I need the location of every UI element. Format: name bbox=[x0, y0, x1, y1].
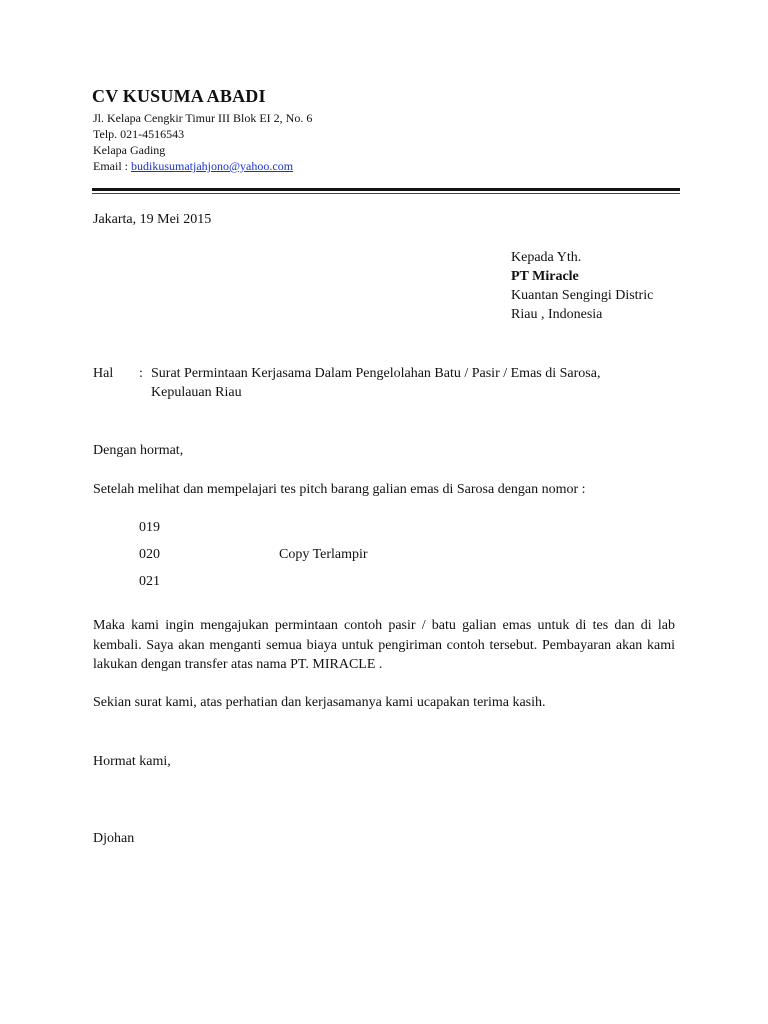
reference-number: 020 bbox=[139, 547, 160, 562]
company-area: Kelapa Gading bbox=[93, 143, 166, 157]
intro-sentence: Setelah melihat dan mempelajari tes pitch barang galian emas di Sarosa dengan nomor : bbox=[93, 482, 586, 497]
recipient-salutation: Kepada Yth. bbox=[511, 250, 582, 265]
company-phone: Telp. 021-4516543 bbox=[93, 127, 185, 141]
company-email-line bbox=[93, 158, 293, 174]
subject-line2: Kepulauan Riau bbox=[151, 385, 242, 400]
subject-label: Hal bbox=[93, 366, 114, 381]
recipient-address-line2: Riau , Indonesia bbox=[511, 307, 603, 322]
recipient-name: PT Miracle bbox=[511, 269, 579, 284]
closing-sentence: Sekian surat kami, atas perhatian dan kerjasamanya kami ucapakan terima kasih. bbox=[93, 695, 546, 710]
letterhead-divider-thick bbox=[92, 188, 680, 191]
recipient-address-line1: Kuantan Sengingi Distric bbox=[511, 288, 654, 303]
reference-number: 021 bbox=[139, 574, 160, 589]
subject-colon: : bbox=[139, 366, 143, 381]
company-name: CV KUSUMA ABADI bbox=[92, 86, 266, 106]
email-link[interactable]: budikusumatjahjono@yahoo.com bbox=[131, 159, 294, 173]
subject-line1: Surat Permintaan Kerjasama Dalam Pengelolahan Batu / Pasir / Emas di Sarosa, bbox=[151, 366, 601, 381]
copy-attached-note: Copy Terlampir bbox=[279, 547, 368, 562]
request-paragraph: Maka kami ingin mengajukan permintaan contoh pasir / batu galian emas untuk di tes dan di lab kembali. Saya akan menganti semua biaya untuk pengiriman contoh tersebut. Pembayaran akan kami lakukan dengan transfer atas nama PT. MIRACLE . bbox=[93, 618, 675, 672]
letterhead-divider-thin bbox=[92, 193, 680, 194]
reference-number: 019 bbox=[139, 520, 160, 535]
email-label: Email : bbox=[93, 159, 131, 173]
company-address: Jl. Kelapa Cengkir Timur III Blok EI 2, No. 6 bbox=[93, 111, 313, 125]
signatory-name: Djohan bbox=[93, 831, 135, 846]
letter-date: Jakarta, 19 Mei 2015 bbox=[93, 212, 212, 227]
greeting: Dengan hormat, bbox=[93, 443, 184, 458]
regards: Hormat kami, bbox=[93, 754, 171, 769]
